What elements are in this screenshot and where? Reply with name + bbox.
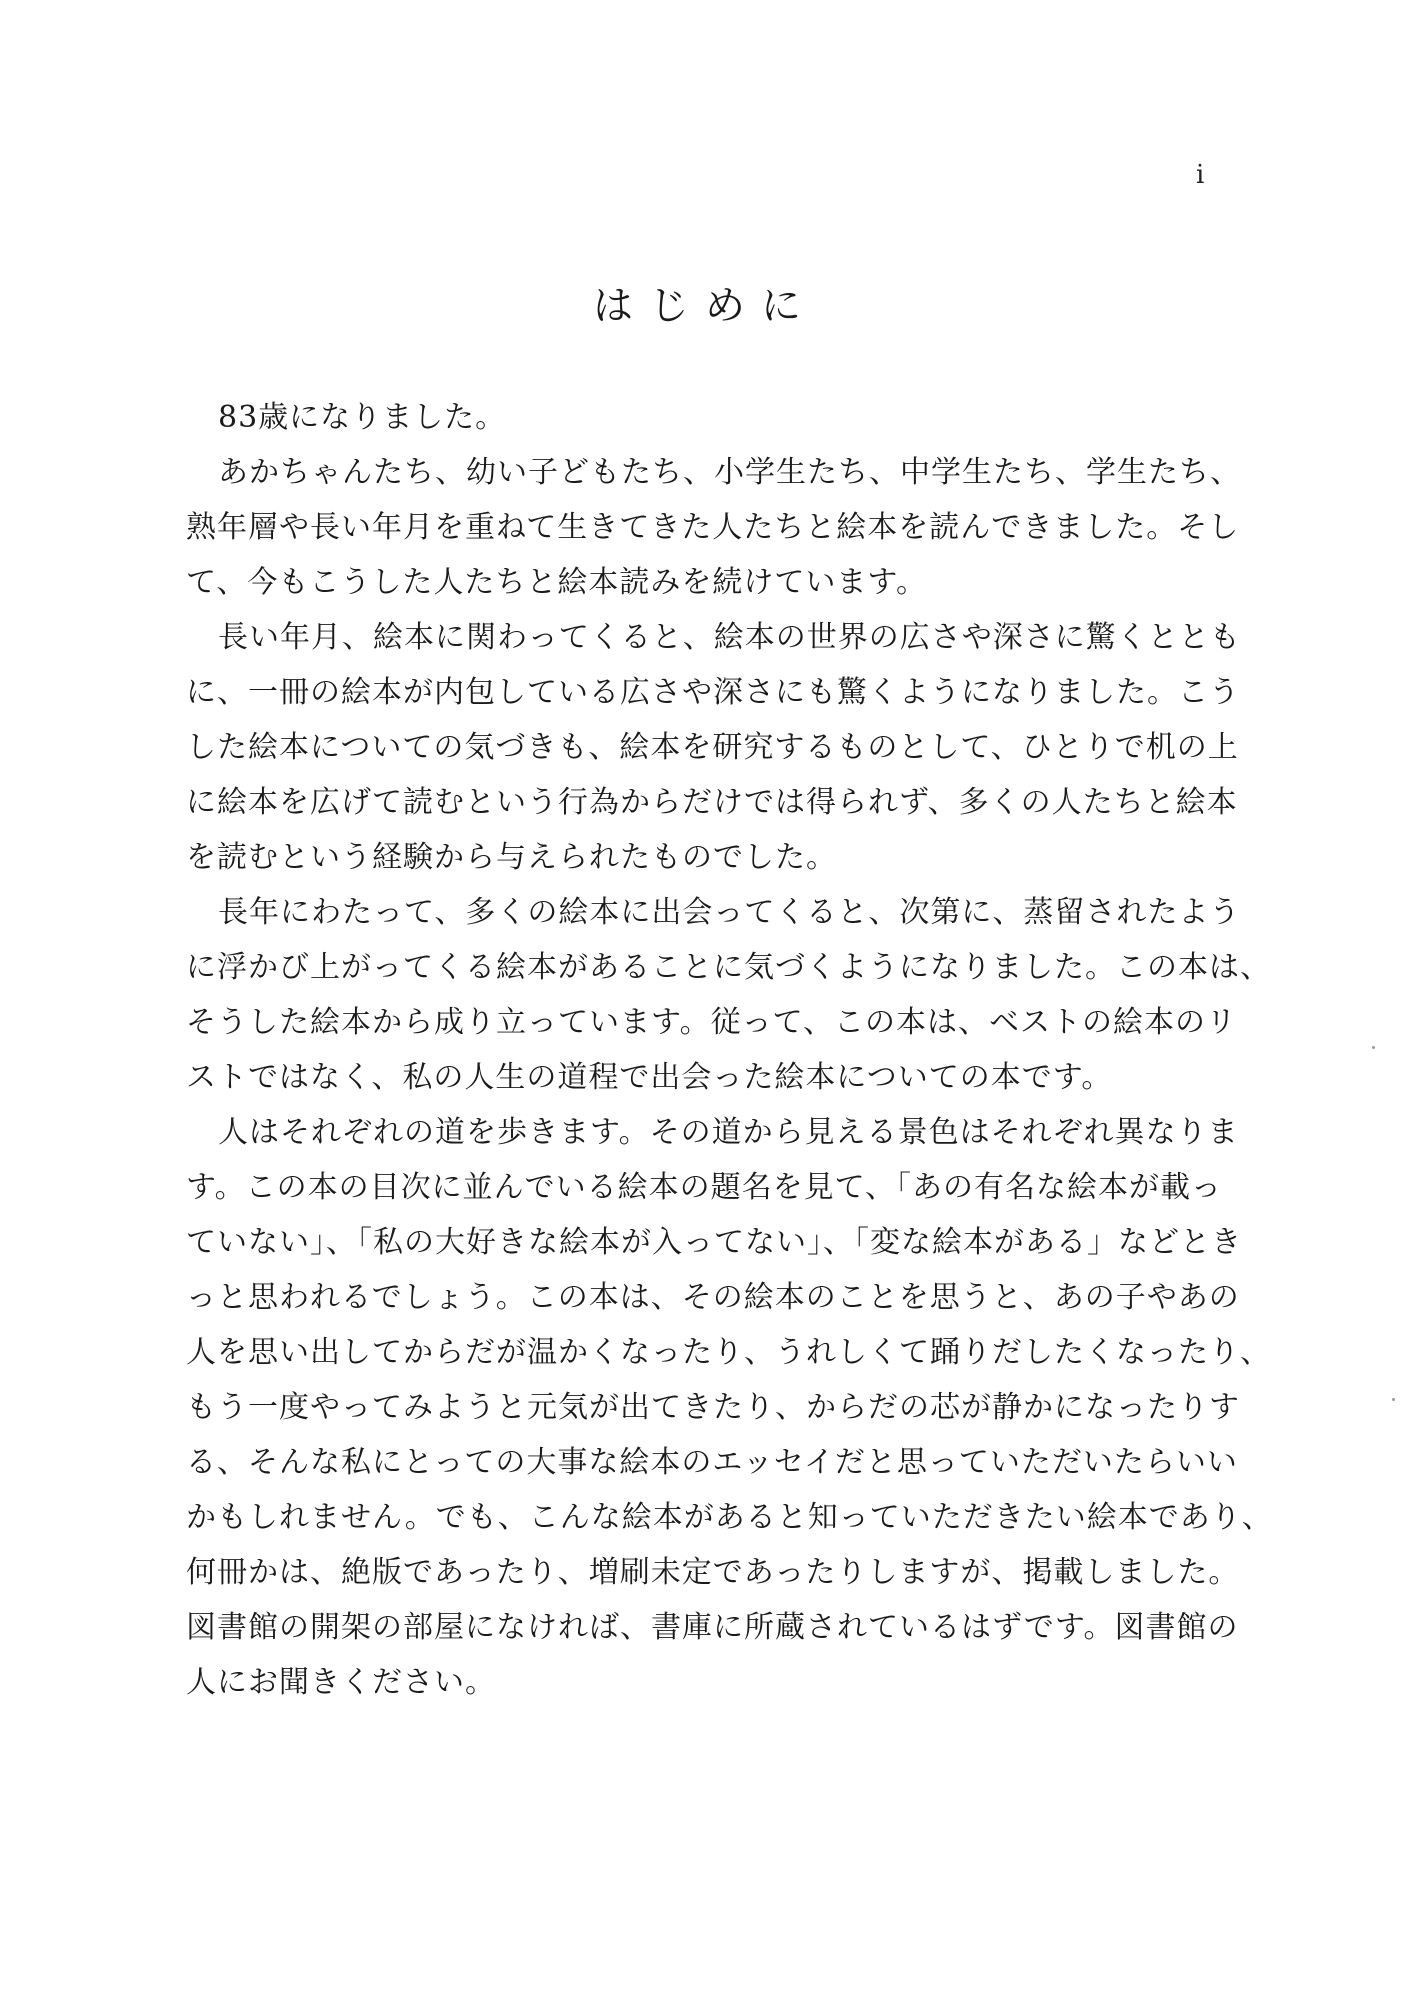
text-line: 人を思い出してからだが温かくなったり、うれしくて踊りだしたくなったり、: [186, 1335, 1271, 1370]
text-line: 人はそれぞれの道を歩きます。その道から見える景色はそれぞれ異なりま: [218, 1115, 1239, 1150]
text-line: 人にお聞きください。: [186, 1665, 496, 1700]
scan-speck: [1392, 1398, 1395, 1401]
text-line: 83歳になりました。: [218, 400, 507, 435]
text-line: 長年にわたって、多くの絵本に出会ってくると、次第に、蒸留されたよう: [218, 895, 1241, 930]
text-line: る、そんな私にとっての大事な絵本のエッセイだと思っていただいたらいい: [186, 1445, 1238, 1480]
chapter-title: はじめに: [593, 283, 817, 329]
text-line: 長い年月、絵本に関わってくると、絵本の世界の広さや深さに驚くととも: [218, 620, 1241, 655]
text-line: す。この本の目次に並んでいる絵本の題名を見て、「あの有名な絵本が載っ: [186, 1170, 1222, 1205]
text-line: そうした絵本から成り立っています。従って、この本は、ベストの絵本のリ: [186, 1005, 1237, 1040]
text-line: あかちゃんたち、幼い子どもたち、小学生たち、中学生たち、学生たち、: [218, 455, 1241, 490]
text-line: て、今もこうした人たちと絵本読みを続けています。: [186, 565, 927, 600]
text-line: した絵本についての気づきも、絵本を研究するものとして、ひとりで机の上: [186, 730, 1239, 765]
text-line: かもしれません。でも、こんな絵本があると知っていただきたい絵本であり、: [186, 1500, 1273, 1535]
text-line: ていない」、「私の大好きな絵本が入ってない」、「変な絵本がある」などとき: [186, 1225, 1242, 1260]
text-line: に浮かび上がってくる絵本があることに気づくようになりました。この本は、: [186, 950, 1271, 985]
scan-speck: [1372, 1046, 1375, 1049]
text-line: に絵本を広げて読むという行為からだけでは得られず、多くの人たちと絵本: [186, 785, 1238, 820]
body-text: [186, 390, 1273, 1710]
page-number: i: [1196, 160, 1205, 190]
text-line: っと思われるでしょう。この本は、その絵本のことを思うと、あの子やあの: [186, 1280, 1240, 1315]
text-line: を読むという経験から与えられたものでした。: [186, 840, 837, 875]
text-line: 何冊かは、絶版であったり、増刷未定であったりしますが、掲載しました。: [186, 1555, 1240, 1590]
text-line: 図書館の開架の部屋になければ、書庫に所蔵されているはずです。図書館の: [186, 1610, 1239, 1645]
text-line: ストではなく、私の人生の道程で出会った絵本についての本です。: [186, 1060, 1113, 1095]
text-line: 熟年層や長い年月を重ねて生きてきた人たちと絵本を読んできました。そし: [186, 510, 1240, 545]
text-line: もう一度やってみようと元気が出てきたり、からだの芯が静かになったりす: [186, 1390, 1240, 1425]
text-line: に、一冊の絵本が内包している広さや深さにも驚くようになりました。こう: [186, 675, 1240, 710]
